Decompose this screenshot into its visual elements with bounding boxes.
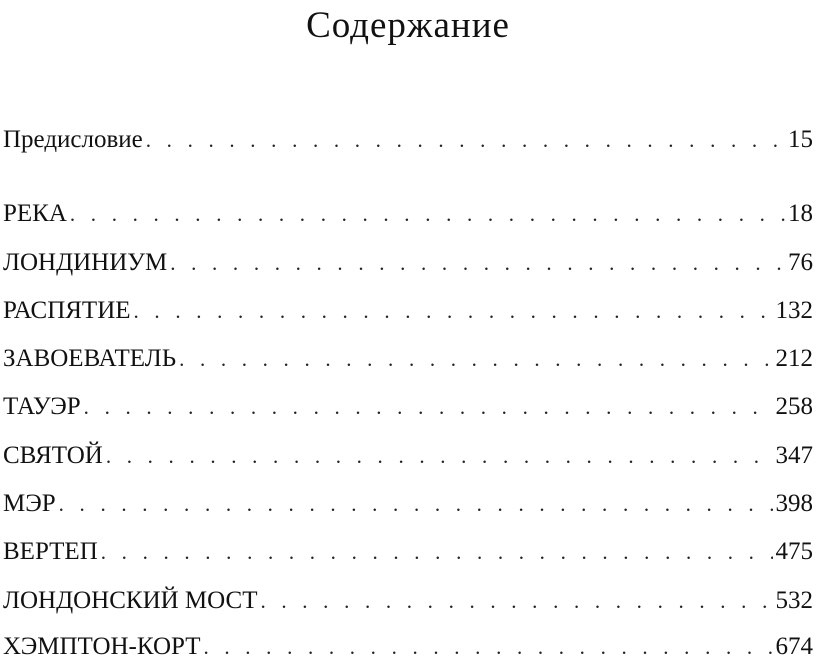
- toc-entry-label: ЗАВОЕВАТЕЛЬ: [3, 345, 177, 372]
- toc-entry-label: ЛОНДИНИУМ: [3, 249, 168, 276]
- toc-entry-label: СВЯТОЙ: [3, 442, 103, 469]
- toc-entry-page: 132: [775, 297, 813, 324]
- toc-entry-label: Предисловие: [3, 126, 143, 153]
- toc-entry-page: 532: [775, 587, 813, 614]
- toc-entry-page: 398: [775, 490, 813, 517]
- toc-entry-label: ЛОНДОНСКИЙ МОСТ: [3, 587, 258, 614]
- dot-leader: [146, 124, 785, 156]
- toc-entry-label: РАСПЯТИЕ: [3, 297, 131, 324]
- toc-entry-label: ТАУЭР: [3, 393, 81, 420]
- toc-entry-londonskiy-most[interactable]: [3, 585, 813, 617]
- toc-entry-vertep[interactable]: [3, 536, 813, 568]
- toc-entry-londinium[interactable]: [3, 247, 813, 279]
- dot-leader: [179, 343, 772, 375]
- toc-entry-label: МЭР: [3, 490, 56, 517]
- toc-entry-label: ХЭМПТОН-КОРТ: [3, 633, 201, 660]
- toc-entry-hempton-kort[interactable]: [3, 631, 813, 663]
- dot-leader: [70, 198, 785, 230]
- toc-entry-page: 76: [788, 249, 813, 276]
- dot-leader: [203, 631, 772, 663]
- page-title: Содержание: [306, 5, 510, 46]
- toc-entry-preface[interactable]: [3, 124, 813, 156]
- toc-entry-page: 674: [775, 633, 813, 660]
- toc-entry-tauer[interactable]: [3, 391, 813, 423]
- dot-leader: [260, 585, 772, 617]
- toc-entry-page: 15: [788, 126, 813, 153]
- dot-leader: [134, 295, 773, 327]
- toc-entry-page: 212: [775, 345, 813, 372]
- dot-leader: [170, 247, 785, 279]
- dot-leader: [59, 488, 773, 520]
- toc-entry-label: РЕКА: [3, 200, 67, 227]
- toc-entry-page: 475: [775, 538, 813, 565]
- toc-entry-zavoevatel[interactable]: [3, 343, 813, 375]
- dot-leader: [84, 391, 773, 423]
- toc-entry-page: 347: [775, 442, 813, 469]
- toc-entry-svyatoy[interactable]: [3, 440, 813, 472]
- toc-entry-mer[interactable]: [3, 488, 813, 520]
- toc-entry-page: 18: [788, 200, 813, 227]
- toc-entry-raspyatie[interactable]: [3, 295, 813, 327]
- toc-entry-page: 258: [775, 393, 813, 420]
- dot-leader: [106, 440, 773, 472]
- toc-entry-label: ВЕРТЕП: [3, 538, 98, 565]
- dot-leader: [101, 536, 773, 568]
- toc-entry-reka[interactable]: [3, 198, 813, 230]
